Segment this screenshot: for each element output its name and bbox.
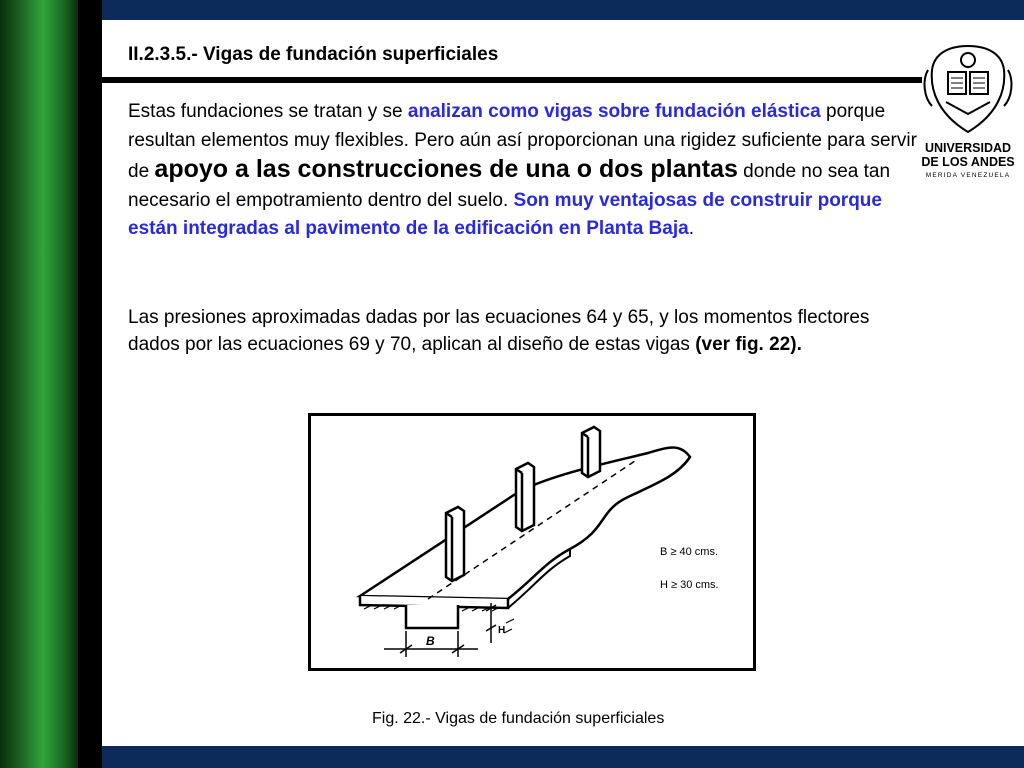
p1-text-4: .: [688, 218, 694, 239]
p2-fig-ref: (ver fig. 22).: [695, 334, 802, 355]
slide-title: II.2.3.5.- Vigas de fundación superficiales: [128, 44, 499, 65]
column-back: [582, 427, 600, 477]
beam-section: [406, 605, 458, 628]
logo-name-line1: UNIVERSIDAD: [924, 141, 1012, 155]
left-black-bar: [78, 0, 102, 768]
title-underline: [102, 77, 922, 83]
p2-text-1: Las presiones aproximadas dadas por las ecuaciones 64 y 65, y los momentos flectores dados por las ecuaciones 69 y 70, aplican al diseño de estas vigas: [128, 307, 870, 355]
logo-name-line2: DE LOS ANDES: [921, 155, 1015, 169]
p1-highlight-2: Son muy ventajosas de construir porque están integradas al pavimento de la edificación en Planta Baja: [128, 189, 882, 239]
top-navy-bar: [102, 0, 1024, 20]
foundation-beam-figure: [308, 413, 756, 671]
p1-text-2: porque resultan elementos muy flexibles. Pero aún así proporcionan una rigidez suficiente para servir de: [128, 101, 917, 182]
p1-highlight-1: analizan como vigas sobre fundación elástica: [407, 101, 821, 122]
figure-caption: Fig. 22.- Vigas de fundación superficiales: [372, 710, 665, 727]
column-front: [446, 507, 464, 581]
paragraph-1: [128, 98, 923, 244]
p1-emphasis: apoyo a las construcciones de una o dos plantas: [154, 155, 738, 183]
logo-location: MERIDA VENEZUELA: [925, 172, 1011, 179]
column-middle: [516, 463, 534, 531]
left-green-bar: [0, 0, 78, 768]
bottom-navy-bar: [102, 746, 1024, 768]
condition-b: B ≥ 40 cms.: [660, 546, 718, 558]
paragraph-2: [128, 304, 908, 358]
condition-h: H ≥ 30 cms.: [660, 579, 719, 591]
p1-text-3: donde no sea tan necesario el empotramiento dentro del suelo.: [128, 161, 891, 211]
university-logo: [918, 40, 1018, 188]
label-b: B: [426, 634, 435, 648]
shield-icon: [925, 46, 1012, 132]
label-h: H: [498, 625, 506, 636]
p1-text-1: Estas fundaciones se tratan y se: [128, 101, 408, 122]
